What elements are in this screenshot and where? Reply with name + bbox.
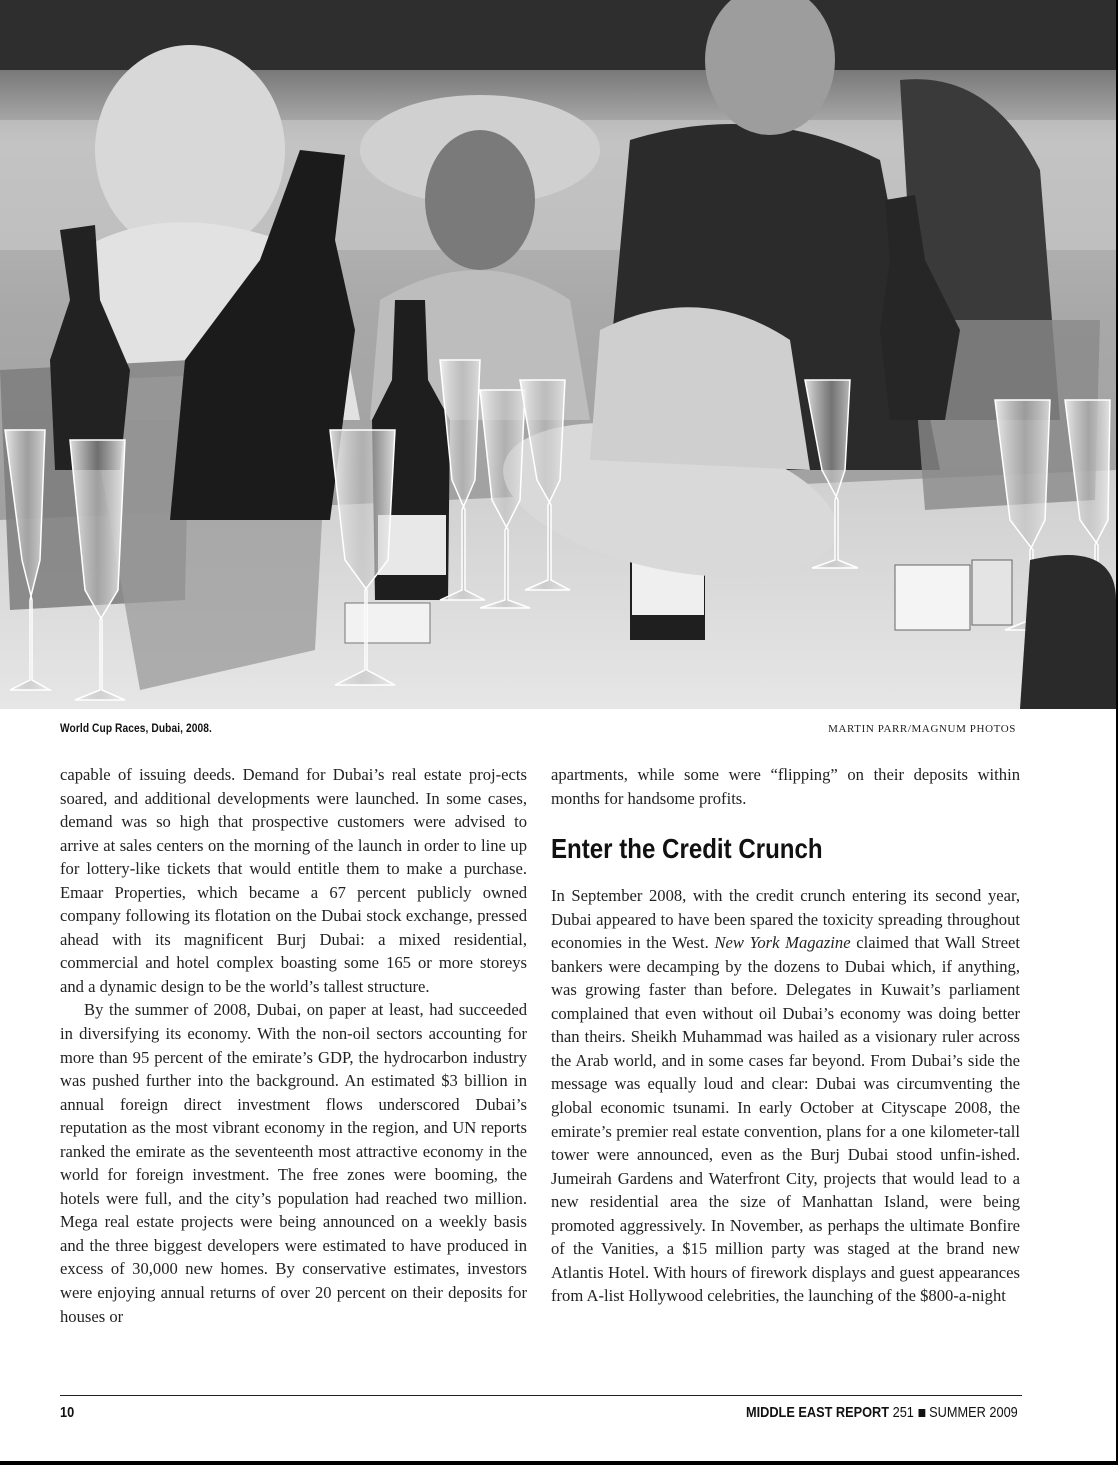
photo-credit: MARTIN PARR/MAGNUM PHOTOS — [828, 723, 1016, 735]
footer-masthead — [746, 1404, 1018, 1421]
paragraph: apartments, while some were “flipping” on their deposits within months for handsome profits. — [551, 765, 1020, 808]
right-column — [551, 763, 1020, 1308]
photo-icon — [0, 0, 1116, 709]
paragraph: capable of issuing deeds. Demand for Dubai’s real estate proj-ects soared, and additional developments were launched. In some cases, demand was so high that prospective customers were advised to arrive at sales centers on the morning of the launch in order to line up for lottery-like tickets that would entitle them to make a purchase. Emaar Properties, which became a 67 percent publicly owned company following its flotation on the Dubai stock exchange, pressed ahead with its magnificent Burj Dubai: a mixed residential, commercial and hotel complex boasting some 165 or more storeys and a dynamic design to be the world’s tallest structure. — [60, 765, 527, 996]
paragraph-text: In September 2008, with the credit crunch entering its second year, Dubai appeared to have been spared the toxicity spreading throughout economies in the West. — [551, 886, 1020, 953]
paragraph: By the summer of 2008, Dubai, on paper at least, had succeeded in diversifying its economy. With the non-oil sectors accounting for more than 95 percent of the emirate’s GDP, the hydrocarbon industry was pushed further into the background. An estimated $3 billion in annual foreign direct investment flows underscored Dubai’s reputation as the most vibrant economy in the region, and UN reports ranked the emirate as the seventeenth most attractive economy in the world for foreign investment. The free zones were booming, the hotels were full, and the city’s population had reached two million. Mega real estate projects were being announced on a weekly basis and the three biggest developers were estimated to have produced in excess of 30,000 new homes. By conservative estimates, investors were enjoying annual returns of over 20 percent on their deposits for houses or — [60, 1000, 527, 1326]
issue-number: 251 — [892, 1404, 915, 1421]
page-number: 10 — [60, 1404, 75, 1421]
publication-name: MIDDLE EAST REPORT — [746, 1404, 890, 1421]
publication-title: New York Magazine — [714, 933, 851, 953]
paragraph — [551, 884, 1020, 1308]
paragraph-text: claimed that Wall Street bankers were decamping by the dozens to Dubai which, if anything, was growing faster than before. Delegates in Kuwait’s parliament complained that even without oil Dubai’s economy was doing better than theirs. Sheikh Muhammad was hailed as a visionary ruler across the Arab world, and in some cases far beyond. From Dubai’s side the message was equally loud and clear: Dubai was circumventing the global economic tsunami. In early October at Cityscape 2008, the emirate’s premier real estate convention, plans for a one kilometer-tall tower were announced, even as the Burj Dubai stood unfin-ished. Jumeirah Gardens and Waterfront City, projects that would lead to a new residential area the size of Manhattan Island, were being promoted aggressively. In November, as perhaps the ultimate Bonfire of the Vanities, a $15 million party was staged at the brand new Atlantis Hotel. With hours of firework displays and guest appearances from A-list Hollywood celebrities, the launching of the $800-a-night — [551, 933, 1020, 1306]
square-separator-icon — [918, 1409, 925, 1417]
photo-caption: World Cup Races, Dubai, 2008. — [60, 721, 212, 735]
section-heading: Enter the Credit Crunch — [551, 833, 823, 865]
left-column — [60, 763, 527, 1328]
issue-season: SUMMER 2009 — [929, 1404, 1018, 1421]
photo-champagne-table — [0, 0, 1116, 709]
footer-rule — [60, 1395, 1022, 1396]
